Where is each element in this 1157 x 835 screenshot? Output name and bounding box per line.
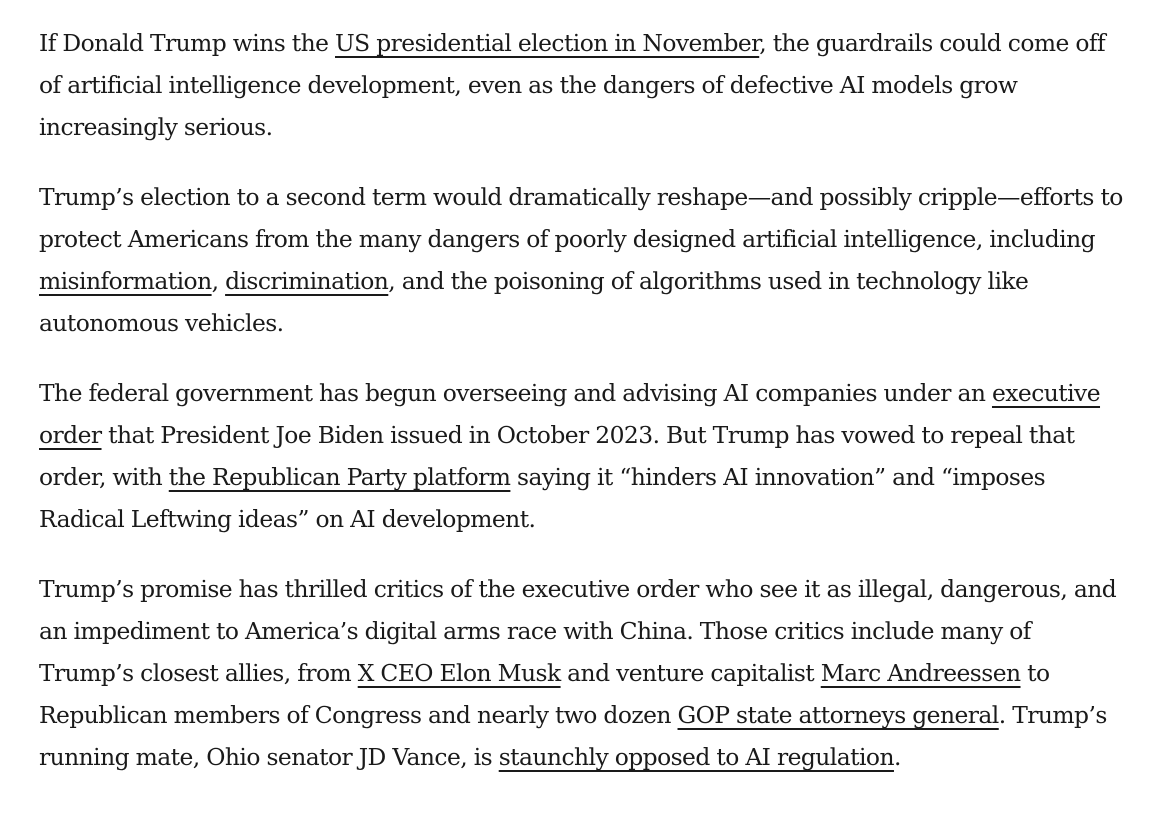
- link-discrimination[interactable]: discrimination: [225, 267, 389, 295]
- link-misinformation[interactable]: misinformation: [39, 267, 212, 295]
- text-run: and venture capitalist: [560, 659, 821, 687]
- text-run: Trump’s promise has thrilled critics of the executive order who see it as illegal, dangerous, and an impediment to America’s digital arms race with China. Those critics include many of Trump’s closest allies, from: [39, 575, 1117, 687]
- link-us-presidential-election[interactable]: US presidential election in November: [335, 29, 760, 57]
- text-run: that President Joe Biden issued in October 2023. But Trump has vowed to repeal that order, with: [39, 421, 1075, 491]
- text-run: Trump’s election to a second term would dramatically reshape—and possibly cripple—efforts to protect Americans from the many dangers of poorly designed artificial intelligence, including: [39, 183, 1123, 253]
- link-gop-state-attorneys-general[interactable]: GOP state attorneys general: [677, 701, 999, 729]
- text-run: to Republican members of Congress and nearly two dozen: [39, 659, 1050, 729]
- text-run: saying it “hinders AI innovation” and “imposes Radical Leftwing ideas” on AI development.: [39, 463, 1046, 533]
- paragraph-2: [39, 176, 1129, 344]
- text-run: ,: [211, 267, 226, 295]
- text-run: If Donald Trump wins the: [39, 29, 336, 57]
- text-run: The federal government has begun overseeing and advising AI companies under an: [39, 379, 992, 407]
- paragraph-3: [39, 372, 1129, 540]
- link-executive-order[interactable]: executive order: [39, 379, 1101, 449]
- text-run: . Trump’s running mate, Ohio senator JD Vance, is: [39, 701, 1107, 771]
- text-run: , the guardrails could come off of artificial intelligence development, even as the dangers of defective AI models grow increasingly serious.: [39, 29, 1106, 141]
- link-opposed-to-ai-regulation[interactable]: staunchly opposed to AI regulation: [498, 743, 894, 771]
- text-run: , and the poisoning of algorithms used in technology like autonomous vehicles.: [39, 267, 1029, 337]
- paragraph-1: [39, 22, 1129, 148]
- article-body: [39, 22, 1129, 778]
- link-elon-musk[interactable]: X CEO Elon Musk: [357, 659, 561, 687]
- paragraph-4: [39, 568, 1129, 778]
- text-run: .: [893, 743, 901, 771]
- link-marc-andreessen[interactable]: Marc Andreessen: [820, 659, 1021, 687]
- link-republican-party-platform[interactable]: the Republican Party platform: [168, 463, 511, 491]
